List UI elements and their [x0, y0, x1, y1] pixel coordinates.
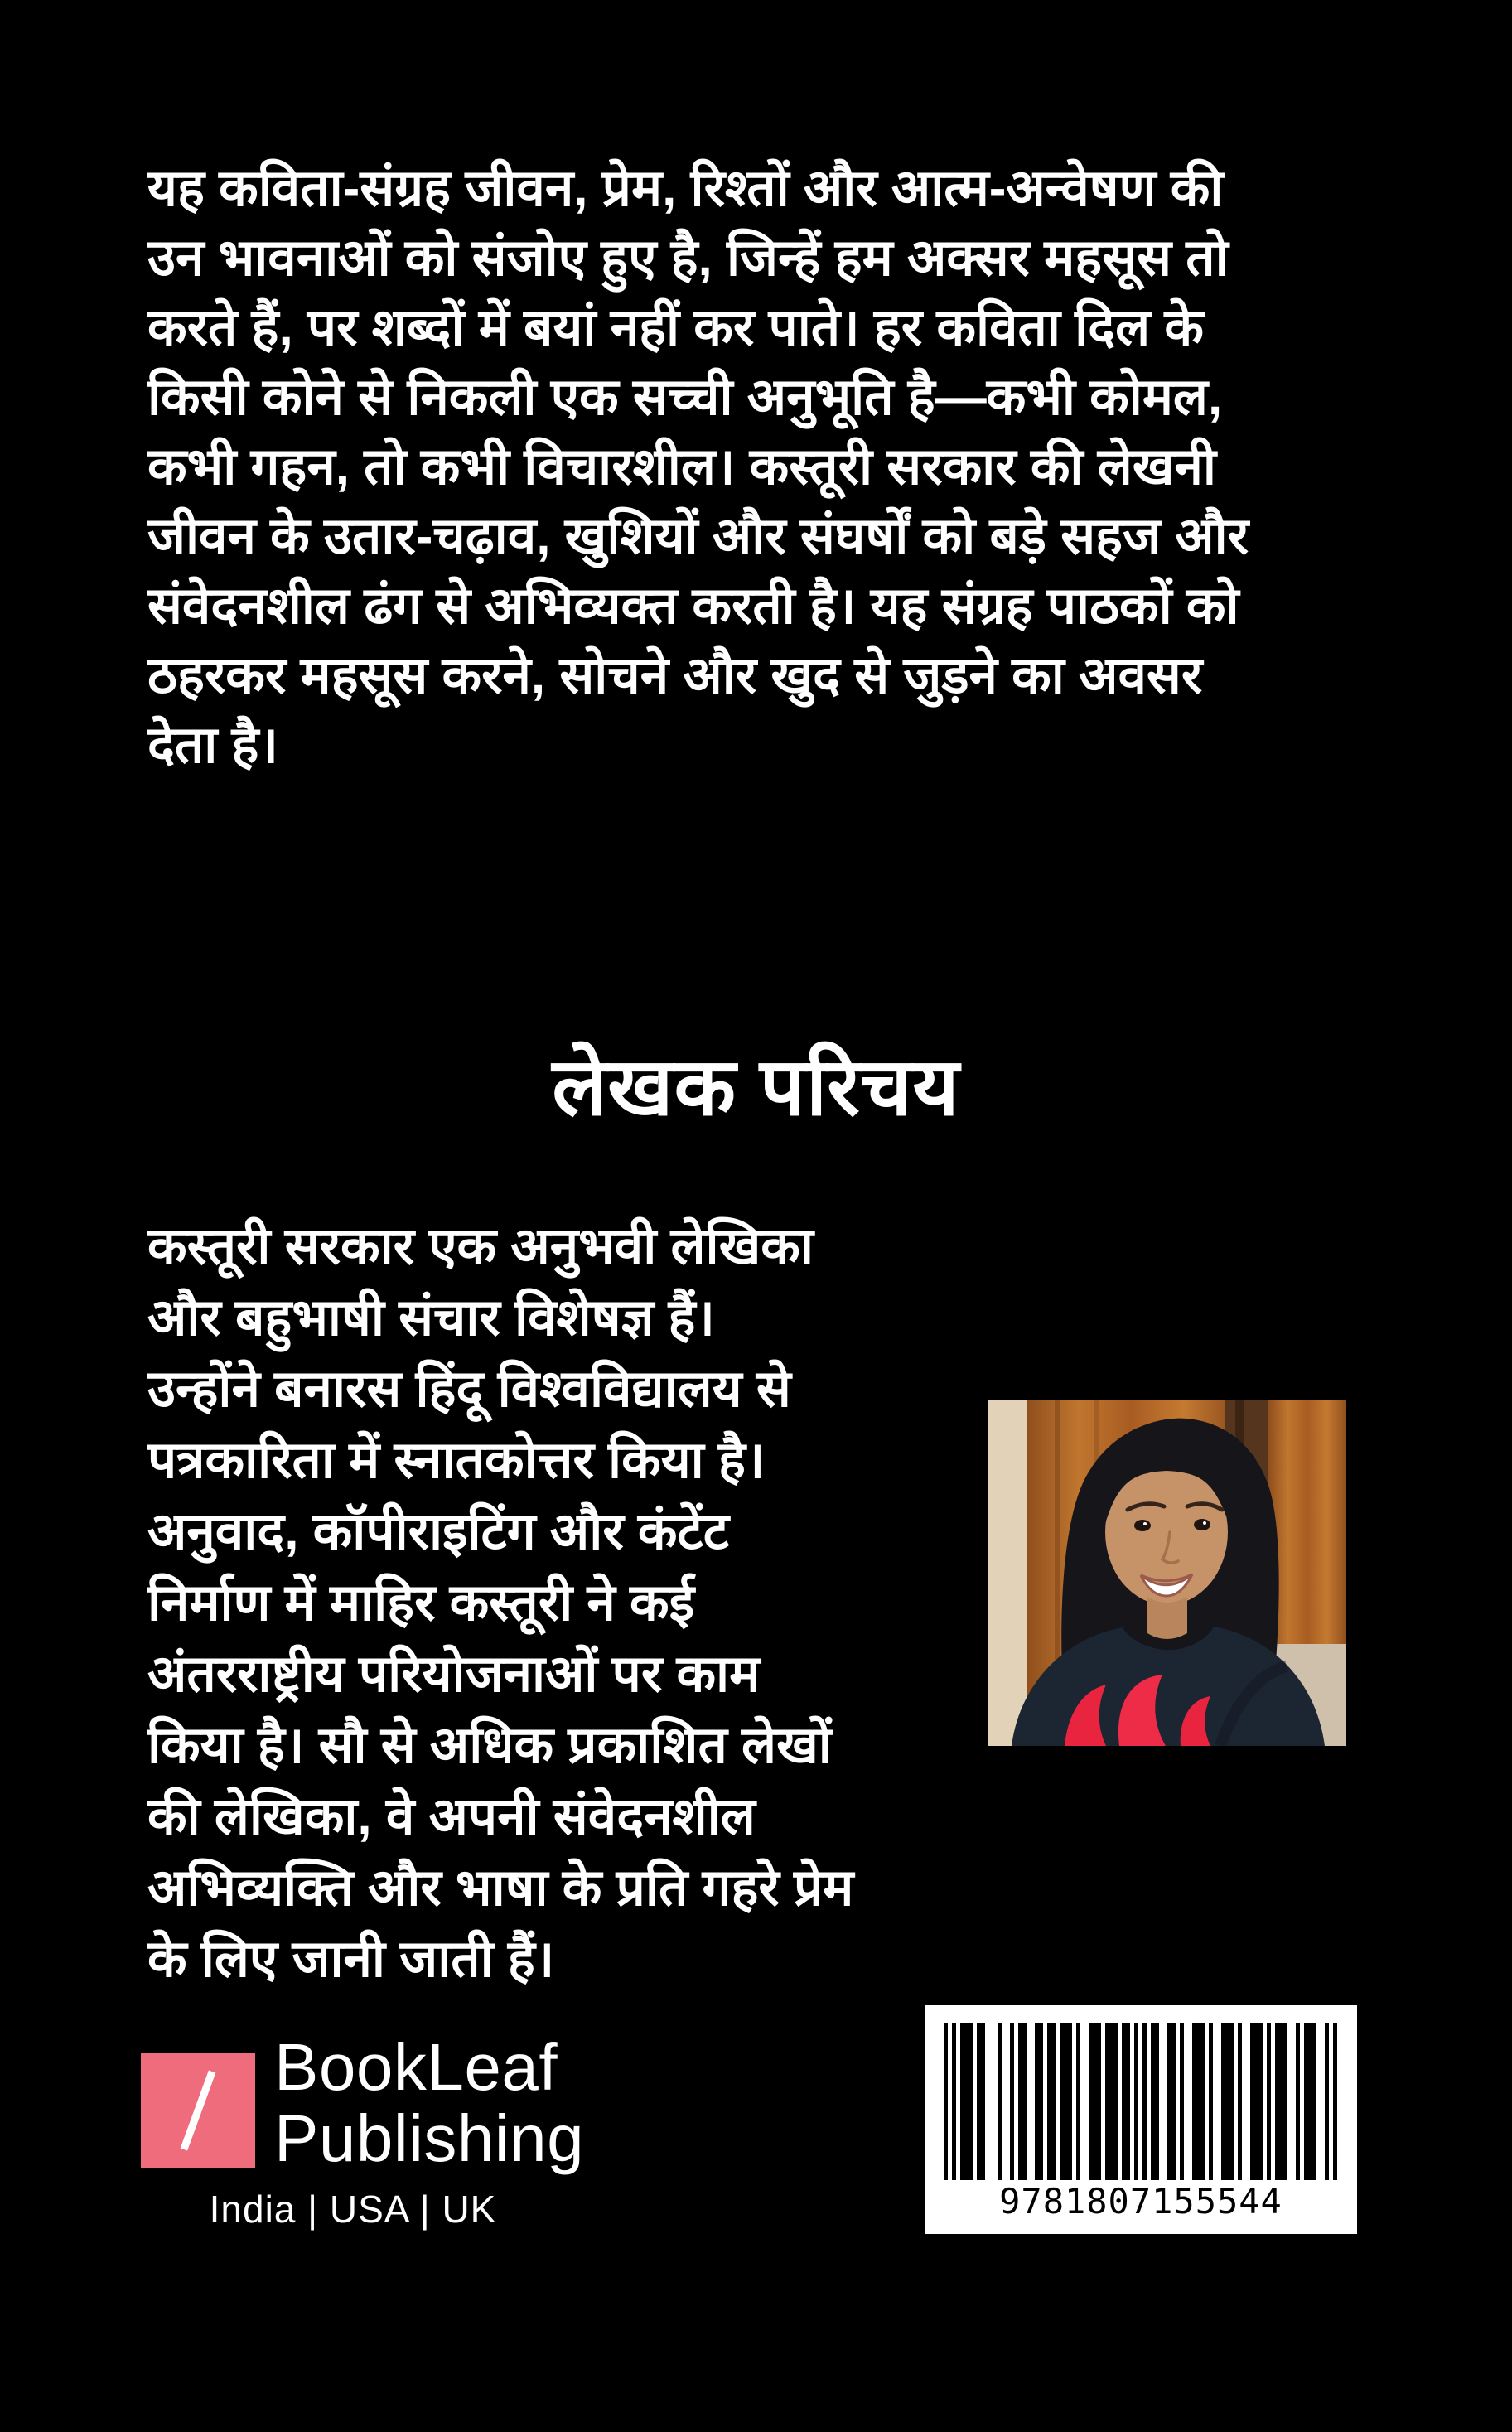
- synopsis-line: देता है।: [147, 717, 278, 774]
- synopsis-line: यह कविता-संग्रह जीवन, प्रेम, रिश्तों और आत्म-अन्वेषण की: [147, 160, 1224, 217]
- isbn-number: 9781807155544: [999, 2181, 1283, 2222]
- synopsis-line: संवेदनशील ढंग से अभिव्यक्त करती है। यह संग्रह पाठकों को: [147, 578, 1239, 635]
- synopsis-line: जीवन के उतार-चढ़ाव, खुशियों और संघर्षों को बड़े सहज और: [147, 508, 1249, 565]
- bio-line: अभिव्यक्ति और भाषा के प्रति गहरे प्रेम: [147, 1859, 854, 1917]
- bio-line: की लेखिका, वे अपनी संवेदनशील: [147, 1788, 756, 1845]
- publisher-wordmark: [274, 2032, 584, 2174]
- bio-line: और बहुभाषी संचार विशेषज्ञ हैं।: [147, 1289, 715, 1347]
- bookleaf-logo-square: [141, 2053, 255, 2168]
- bio-line: किया है। सौ से अधिक प्रकाशित लेखों: [147, 1717, 832, 1774]
- publisher-name-line2: Publishing: [274, 2101, 585, 2175]
- synopsis-paragraph: [147, 154, 1249, 781]
- synopsis-line: कभी गहन, तो कभी विचारशील। कस्तूरी सरकार की लेखनी: [147, 438, 1216, 496]
- slash-icon: [181, 2070, 216, 2150]
- bio-line: अंतरराष्ट्रीय परियोजनाओं पर काम: [147, 1646, 761, 1703]
- publisher-name-line1: BookLeaf: [274, 2030, 558, 2104]
- bio-line: अनुवाद, कॉपीराइटिंग और कंटेंट: [147, 1503, 730, 1560]
- synopsis-line: ठहरकर महसूस करने, सोचने और खुद से जुड़ने का अवसर: [147, 647, 1203, 704]
- author-bio: [147, 1211, 853, 1995]
- synopsis-line: किसी कोने से निकली एक सच्ची अनुभूति है—कभी कोमल,: [147, 369, 1223, 426]
- synopsis-line: उन भावनाओं को संजोए हुए है, जिन्हें हम अक्सर महसूस तो: [147, 230, 1229, 287]
- author-photo: [988, 1400, 1346, 1746]
- bio-line: निर्माण में माहिर कस्तूरी ने कई: [147, 1574, 695, 1632]
- bio-line: उन्होंने बनारस हिंदू विश्वविद्यालय से: [147, 1361, 791, 1418]
- barcode: [925, 2005, 1357, 2234]
- bio-line: के लिए जानी जाती हैं।: [147, 1931, 555, 1988]
- bio-line: कस्तूरी सरकार एक अनुभवी लेखिका: [147, 1218, 814, 1275]
- author-section-heading: लेखक परिचय: [552, 1042, 960, 1132]
- publisher-countries: India | USA | UK: [209, 2188, 497, 2231]
- bio-line: पत्रकारिता में स्नातकोत्तर किया है।: [147, 1432, 766, 1489]
- synopsis-line: करते हैं, पर शब्दों में बयां नहीं कर पाते। हर कविता दिल के: [147, 299, 1204, 356]
- barcode-bars: [944, 2023, 1338, 2180]
